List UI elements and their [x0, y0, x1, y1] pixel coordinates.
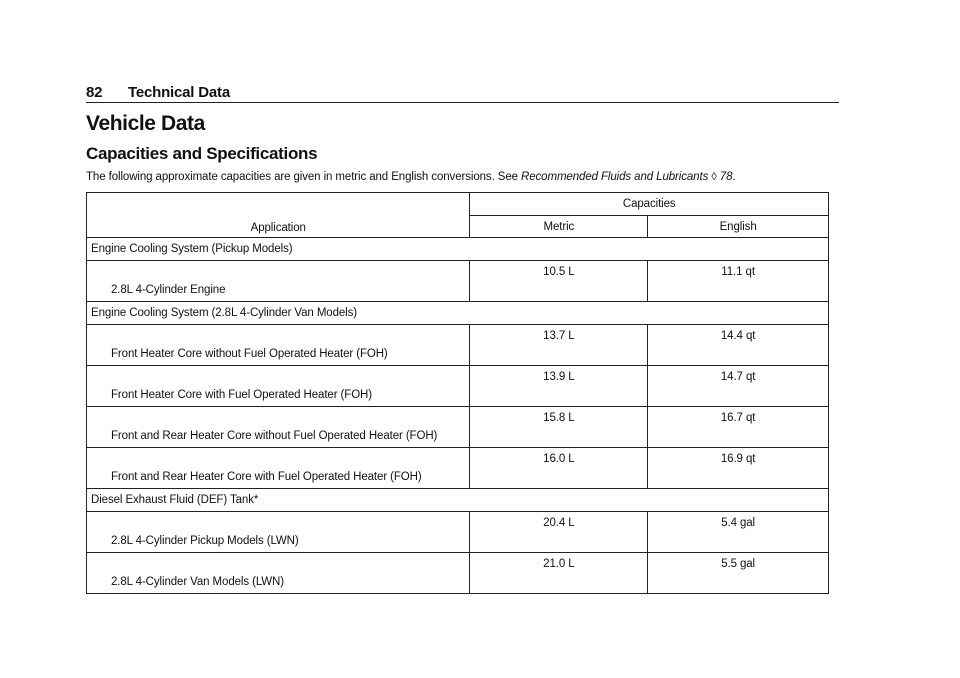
- cross-reference-link[interactable]: Recommended Fluids and Lubricants: [521, 171, 709, 183]
- page-title: Vehicle Data: [86, 112, 205, 135]
- metric-value: 13.9 L: [470, 366, 648, 407]
- group-label: Engine Cooling System (Pickup Models): [87, 238, 829, 261]
- row-label: 2.8L 4-Cylinder Engine: [87, 261, 470, 302]
- running-header: [86, 84, 839, 103]
- table-row: [87, 448, 829, 489]
- english-value: 11.1 qt: [648, 261, 829, 302]
- english-value: 16.7 qt: [648, 407, 829, 448]
- page-number: 82: [86, 84, 103, 101]
- intro-period: .: [732, 171, 736, 183]
- page-pointer-icon: ◊: [711, 171, 717, 183]
- metric-value: 10.5 L: [470, 261, 648, 302]
- group-row: [87, 489, 829, 512]
- row-label: Front Heater Core with Fuel Operated Heater (FOH): [87, 366, 470, 407]
- english-value: 5.4 gal: [648, 512, 829, 553]
- group-row: [87, 238, 829, 261]
- row-label: Front and Rear Heater Core with Fuel Operated Heater (FOH): [87, 448, 470, 489]
- header-capacities: Capacities: [470, 193, 829, 216]
- table-row: [87, 366, 829, 407]
- table-row: [87, 325, 829, 366]
- table-row: [87, 553, 829, 594]
- english-value: 14.4 qt: [648, 325, 829, 366]
- table-row: [87, 261, 829, 302]
- english-value: 5.5 gal: [648, 553, 829, 594]
- section-title: Technical Data: [128, 84, 230, 101]
- group-label: Engine Cooling System (2.8L 4-Cylinder Van Models): [87, 302, 829, 325]
- header-metric: Metric: [470, 216, 648, 238]
- header-english: English: [648, 216, 829, 238]
- intro-text: The following approximate capacities are given in metric and English conversions. See: [86, 171, 522, 183]
- metric-value: 16.0 L: [470, 448, 648, 489]
- row-label: Front and Rear Heater Core without Fuel Operated Heater (FOH): [87, 407, 470, 448]
- metric-value: 20.4 L: [470, 512, 648, 553]
- table-row: [87, 512, 829, 553]
- row-label: 2.8L 4-Cylinder Pickup Models (LWN): [87, 512, 470, 553]
- header-application: Application: [87, 193, 470, 238]
- group-label: Diesel Exhaust Fluid (DEF) Tank*: [87, 489, 829, 512]
- metric-value: 15.8 L: [470, 407, 648, 448]
- english-value: 14.7 qt: [648, 366, 829, 407]
- intro-paragraph: [86, 171, 736, 183]
- group-row: [87, 302, 829, 325]
- capacities-table: [86, 192, 829, 594]
- section-heading: Capacities and Specifications: [86, 144, 318, 163]
- row-label: Front Heater Core without Fuel Operated Heater (FOH): [87, 325, 470, 366]
- row-label: 2.8L 4-Cylinder Van Models (LWN): [87, 553, 470, 594]
- metric-value: 21.0 L: [470, 553, 648, 594]
- english-value: 16.9 qt: [648, 448, 829, 489]
- metric-value: 13.7 L: [470, 325, 648, 366]
- cross-reference-page[interactable]: 78: [719, 171, 733, 183]
- table-row: [87, 407, 829, 448]
